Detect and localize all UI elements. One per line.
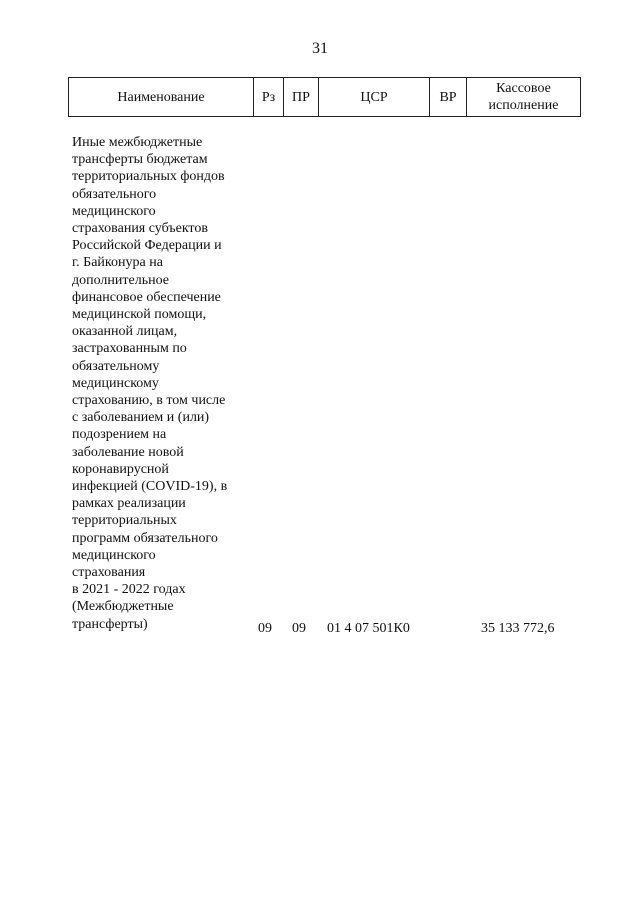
header-csr: ЦСР xyxy=(319,78,430,117)
row-pr-cell: 09 xyxy=(292,621,306,636)
header-vr: ВР xyxy=(430,78,467,117)
row-kassovoe-cell: 35 133 772,6 xyxy=(481,621,555,636)
header-kassovoe: Кассовое исполнение xyxy=(467,78,581,117)
header-name: Наименование xyxy=(69,78,254,117)
row-name-cell: Иные межбюджетные трансферты бюджетам территориальных фондов обязательного медицинского страхования субъектов Российской Федерации и г. Байконура на дополнительное финансовое обеспечение медицинской помощи, оказанной лицам, застрахованным по обязательному медицинскому страхованию, в том числе с заболеванием и (или) подозрением на заболевание новой коронавирусной инфекцией (COVID-19), в рамках реализации территориальных программ обязательного медицинского страхования в 2021 - 2022 годах (Межбюджетные трансферты) xyxy=(72,135,228,632)
header-rz: Рз xyxy=(254,78,284,117)
row-csr-cell: 01 4 07 501К0 xyxy=(327,621,410,636)
header-pr: ПР xyxy=(284,78,319,117)
table-header xyxy=(68,77,581,117)
page-number: 31 xyxy=(312,40,328,57)
row-rz-cell: 09 xyxy=(258,621,272,636)
header-row xyxy=(69,78,581,117)
